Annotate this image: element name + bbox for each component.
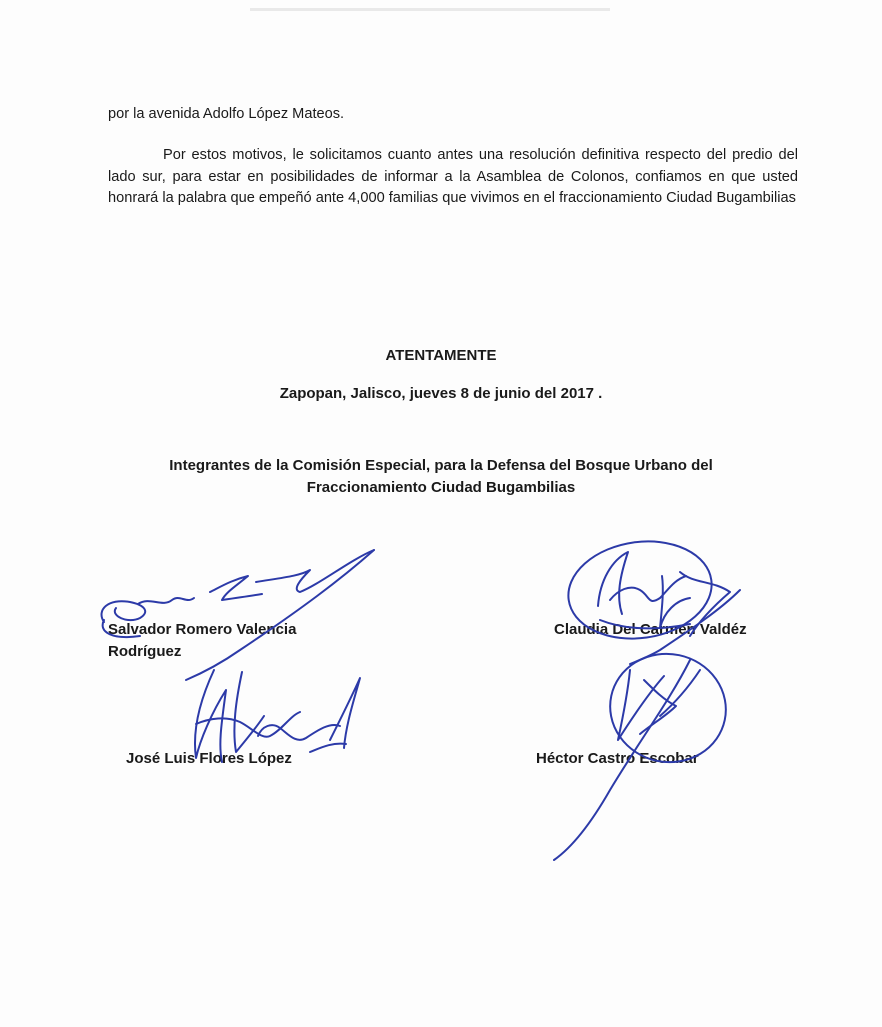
signature-2 <box>562 532 740 664</box>
closing-salutation: ATENTAMENTE <box>385 347 497 364</box>
signatory-1-name-cont: Rodríguez <box>108 643 182 660</box>
signatory-3-name: José Luis Flores López <box>126 750 292 767</box>
committee-line-1: Integrantes de la Comisión Especial, para la Defensa del Bosque Urbano del <box>169 457 713 474</box>
committee-line-2: Fraccionamiento Ciudad Bugambilias <box>306 479 576 496</box>
scan-artifact <box>250 8 610 11</box>
place-date: Zapopan, Jalisco, jueves 8 de junio del 2017 . <box>279 385 603 402</box>
paragraph-2: Por estos motivos, le solicitamos cuanto antes una resolución definitiva respecto del predio del lado sur, para estar en posibilidades de informar a la Asamblea de Colonos, confiamos en que usted honrará la palabra que empeñó ante 4,000 familias que vivimos en el fraccionamiento Ciudad Bugambilias <box>108 147 798 206</box>
signatory-1-name: Salvador Romero Valencia <box>108 621 297 638</box>
signatory-2-name: Claudia Del Carmen Valdéz <box>554 621 747 638</box>
paragraph-1: por la avenida Adolfo López Mateos. <box>108 106 345 122</box>
signatory-4-name: Héctor Castro Escobar <box>536 750 699 767</box>
committee-heading <box>0 455 882 499</box>
